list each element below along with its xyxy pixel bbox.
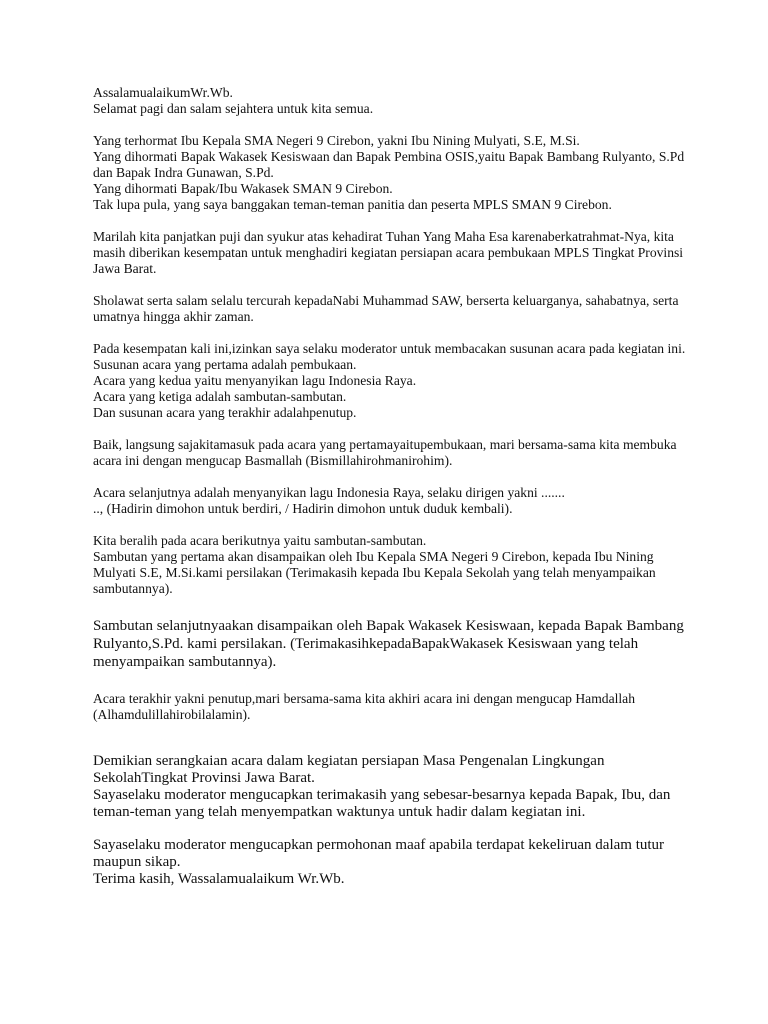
text-line: Dan susunan acara yang terakhir adalahpenutup. <box>93 405 357 420</box>
paragraph-anthem <box>93 485 693 517</box>
text-line: Sayaselaku moderator mengucapkan permohonan maaf apabila terdapat kekeliruan dalam tutur maupun sikap. <box>93 837 665 870</box>
paragraph-salutations <box>93 133 693 213</box>
text-line: Kita beralih pada acara berikutnya yaitu sambutan-sambutan. <box>93 533 427 548</box>
paragraph-speech-first <box>93 533 693 597</box>
paragraph-agenda <box>93 341 693 421</box>
paragraph-closing <box>93 691 693 723</box>
text-line: Acara selanjutnya adalah menyanyikan lagu Indonesia Raya, selaku dirigen yakni ....... <box>93 485 565 500</box>
paragraph-opening <box>93 437 693 469</box>
text-line: Acara yang kedua yaitu menyanyikan lagu Indonesia Raya. <box>93 373 417 388</box>
text-line: Baik, langsung sajakitamasuk pada acara yang pertamayaitupembukaan, mari bersama-sama kita membuka acara ini dengan mengucap Basmallah (Bismillahirohmanirohim). <box>93 437 677 468</box>
text-line: Tak lupa pula, yang saya banggakan teman-teman panitia dan peserta MPLS SMAN 9 Cirebon. <box>93 197 612 212</box>
text-line: Sayaselaku moderator mengucapkan terimakasih yang sebesar-besarnya kepada Bapak, Ibu, dan teman-teman yang telah menyempatkan waktunya untuk hadir dalam kegiatan ini. <box>93 787 671 820</box>
text-line: Acara yang ketiga adalah sambutan-sambutan. <box>93 389 347 404</box>
text-line: Demikian serangkaian acara dalam kegiatan persiapan Masa Pengenalan Lingkungan SekolahTingkat Provinsi Jawa Barat. <box>93 753 605 786</box>
paragraph-gratitude <box>93 229 693 277</box>
paragraph-speech-second <box>93 617 693 671</box>
text-line: Selamat pagi dan salam sejahtera untuk kita semua. <box>93 101 374 116</box>
text-line: Sambutan selanjutnyaakan disampaikan oleh Bapak Wakasek Kesiswaan, kepada Bapak Bambang Rulyanto,S.Pd. kami persilakan. (TerimakasihkepadaBapakWakasek Kesiswaan yang telah menyampaikan sambutannya). <box>93 618 684 670</box>
text-line: Terima kasih, Wassalamualaikum Wr.Wb. <box>93 871 345 887</box>
text-line: Yang dihormati Bapak Wakasek Kesiswaan dan Bapak Pembina OSIS,yaitu Bapak Bambang Rulyanto, S.Pd dan Bapak Indra Gunawan, S.Pd. <box>93 149 685 180</box>
text-line: Pada kesempatan kali ini,izinkan saya selaku moderator untuk membacakan susunan acara pada kegiatan ini. <box>93 341 686 356</box>
text-line: Susunan acara yang pertama adalah pembukaan. <box>93 357 357 372</box>
paragraph-apology <box>93 837 693 888</box>
document-page <box>93 85 693 904</box>
paragraph-greeting <box>93 85 693 117</box>
text-line: Sholawat serta salam selalu tercurah kepadaNabi Muhammad SAW, berserta keluarganya, sahabatnya, serta umatnya hingga akhir zaman. <box>93 293 679 324</box>
text-line: AssalamualaikumWr.Wb. <box>93 85 233 100</box>
text-line: .., (Hadirin dimohon untuk berdiri, / Hadirin dimohon untuk duduk kembali). <box>93 501 513 516</box>
text-line: Sambutan yang pertama akan disampaikan oleh Ibu Kepala SMA Negeri 9 Cirebon, kepada Ibu Nining Mulyati S.E, M.Si.kami persilakan (Terimakasih kepada Ibu Kepala Sekolah yang telah menyampaikan sambutannya). <box>93 549 656 596</box>
text-line: Acara terakhir yakni penutup,mari bersama-sama kita akhiri acara ini dengan mengucap Hamdallah (Alhamdulillahirobilalamin). <box>93 691 636 722</box>
text-line: Yang terhormat Ibu Kepala SMA Negeri 9 Cirebon, yakni Ibu Nining Mulyati, S.E, M.Si. <box>93 133 580 148</box>
paragraph-summary <box>93 753 693 821</box>
text-line: Marilah kita panjatkan puji dan syukur atas kehadirat Tuhan Yang Maha Esa karenaberkatrahmat-Nya, kita masih diberikan kesempatan untuk menghadiri kegiatan persiapan acara pembukaan MPLS Tingkat Provinsi Jawa Barat. <box>93 229 684 276</box>
text-line: Yang dihormati Bapak/Ibu Wakasek SMAN 9 Cirebon. <box>93 181 393 196</box>
paragraph-sholawat <box>93 293 693 325</box>
